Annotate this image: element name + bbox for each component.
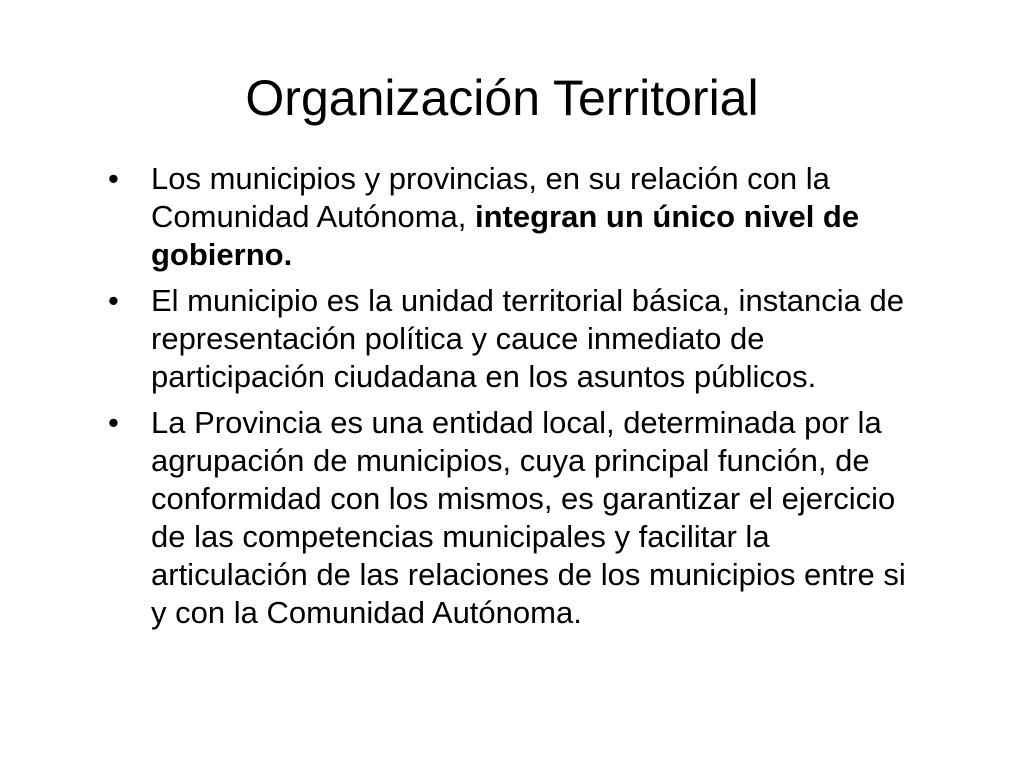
bullet-list: [108, 160, 918, 632]
bullet-dot-icon: •: [108, 283, 119, 318]
bullet-text: Los municipios y provincias, en su relación con la Comunidad Autónoma,: [151, 161, 830, 234]
bullet-dot-icon: •: [108, 161, 119, 196]
bullet-item-1: [108, 160, 918, 274]
bullet-dot-icon: •: [108, 405, 119, 440]
bullet-text: El municipio es la unidad territorial básica, instancia de representación política y cauce inmediato de participación ciudadana en los asuntos públicos.: [151, 283, 905, 394]
slide-title: Organización Territorial: [245, 70, 759, 126]
bullet-bold-text: integran un único nivel de gobierno.: [151, 199, 860, 272]
bullet-item-2: [108, 282, 918, 396]
bullet-text: La Provincia es una entidad local, determinada por la agrupación de municipios, cuya principal función, de conformidad con los mismos, es garantizar el ejercicio de las competencias municipales y facilitar la articulación de las relaciones de los municipios entre si y con la Comunidad Autónoma.: [151, 405, 906, 630]
bullet-item-3: [108, 404, 918, 632]
